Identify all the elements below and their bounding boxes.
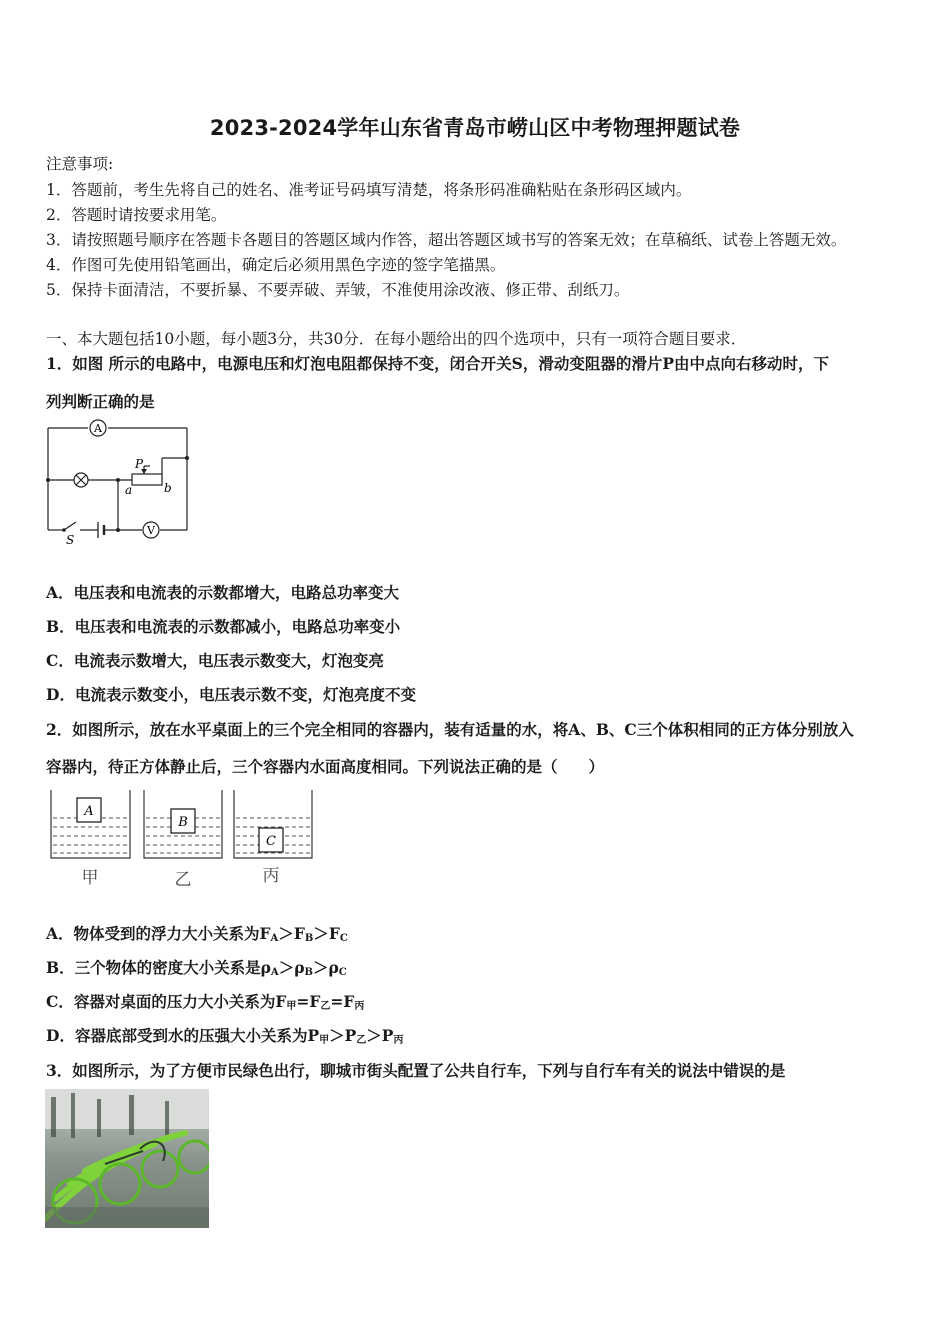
q2-containers-diagram (44, 788, 320, 890)
q1-stem-line2: 列判断正确的是 (46, 392, 155, 411)
rheostat-icon (132, 474, 162, 485)
end-b-label: b (164, 481, 172, 495)
notice-item-4: 4．作图可先使用铅笔画出，确定后必须用黑色字迹的签字笔描黑。 (46, 256, 506, 274)
section-heading: 一、本大题包括10小题，每小题3分，共30分．在每小题给出的四个选项中，只有一项符合题目要求． (46, 330, 747, 348)
page-title: 2023-2024学年山东省青岛市崂山区中考物理押题试卷 (209, 116, 741, 140)
notice-heading: 注意事项: (46, 155, 114, 173)
notice-item-3: 3．请按照题号顺序在答题卡各题目的答题区域内作答，超出答题区域书写的答案无效；在草稿纸、试卷上答题无效。 (46, 231, 847, 249)
q1-option-a: A．电压表和电流表的示数都增大，电路总功率变大 (46, 583, 400, 602)
container-label-3: 丙 (262, 866, 280, 886)
q3-stem: 3．如图所示，为了方便市民绿色出行，聊城市街头配置了公共自行车，下列与自行车有关的说法中错误的是 (46, 1061, 786, 1080)
container-label-1: 甲 (81, 868, 99, 888)
q1-option-d: D．电流表示数变小，电压表示数不变，灯泡亮度不变 (46, 685, 416, 704)
q2-stem-line1: 2．如图所示，放在水平桌面上的三个完全相同的容器内，装有适量的水，将A、B、C三个体积相同的正方体分别放入 (46, 720, 854, 739)
q2-option-d: D．容器底部受到水的压强大小关系为$P_甲>P_乙>P_丙$ (46, 1026, 404, 1046)
q1-option-b: B．电压表和电流表的示数都减小，电路总功率变小 (46, 617, 401, 636)
block-b-label: B (178, 815, 188, 830)
q1-option-c: C．电流表示数增大，电压表示数变大，灯泡变亮 (46, 651, 384, 670)
notice-item-5: 5．保持卡面清洁，不要折暴、不要弄破、弄皱，不准使用涂改液、修正带、刮纸刀。 (46, 281, 630, 299)
notice-item-1: 1．答题前，考生先将自己的姓名、准考证号码填写清楚，将条形码准确粘贴在条形码区域内。 (46, 181, 692, 199)
block-c-label: C (266, 834, 276, 849)
q1-circuit-diagram (40, 418, 200, 546)
container-label-2: 乙 (174, 870, 192, 890)
end-a-label: a (125, 483, 133, 497)
q2-stem-line2: 容器内，待正方体静止后，三个容器内水面高度相同。下列说法正确的是（ ） (46, 757, 605, 776)
slider-label: P (135, 457, 144, 471)
voltmeter-label: V (147, 524, 155, 537)
switch-icon (62, 528, 66, 532)
q2-option-c: C．容器对桌面的压力大小关系为$F_甲=F_乙=F_丙$ (46, 992, 365, 1012)
ammeter-label: A (94, 422, 102, 435)
q2-option-b: B．三个物体的密度大小关系是$\rho_A>\rho_B>\rho_C$ (46, 958, 347, 978)
block-a-label: A (84, 804, 94, 819)
q2-option-a: A．物体受到的浮力大小关系为$F_A>F_B>F_C$ (46, 924, 348, 944)
notice-item-2: 2．答题时请按要求用笔。 (46, 206, 227, 224)
q1-stem-line1: 1．如图 所示的电路中，电源电压和灯泡电阻都保持不变，闭合开关S，滑动变阻器的滑片P由中点向右移动时，下 (46, 354, 830, 373)
switch-label: S (66, 533, 75, 546)
q3-bicycle-photo (45, 1089, 209, 1228)
